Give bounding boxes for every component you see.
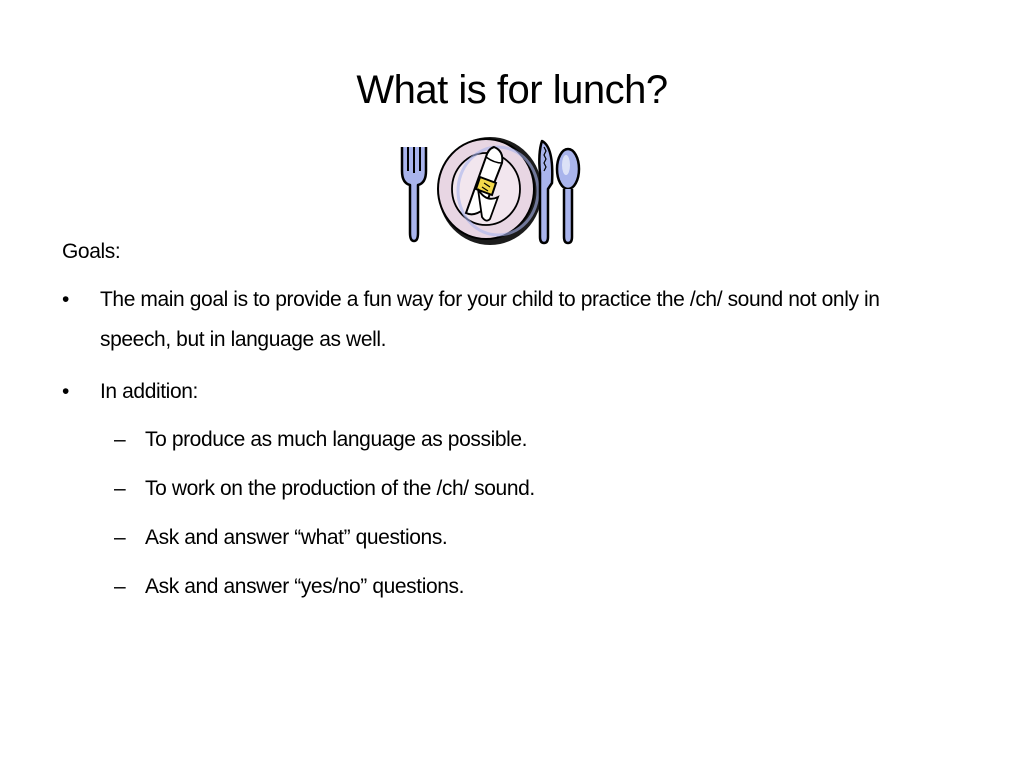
bullet-marker: • <box>62 288 69 311</box>
sub-bullet-marker: – <box>114 477 126 500</box>
sub-bullet-text: Ask and answer “what” questions. <box>145 526 448 549</box>
sub-bullet-text: To work on the production of the /ch/ sound. <box>145 477 535 500</box>
sub-bullet-marker: – <box>114 526 126 549</box>
place-setting-icon <box>394 133 586 251</box>
sub-bullet-marker: – <box>114 428 126 451</box>
sub-bullet-marker: – <box>114 575 126 598</box>
knife-icon <box>539 141 552 243</box>
sub-bullet-text: Ask and answer “yes/no” questions. <box>145 575 465 598</box>
bullet-text: In addition: <box>100 380 198 403</box>
fork-icon <box>402 147 426 241</box>
bullet-text: The main goal is to provide a fun way for your child to practice the /ch/ sound not only in speech, but in language as well. <box>100 288 880 351</box>
goals-label: Goals: <box>62 240 121 263</box>
spoon-icon <box>557 149 579 243</box>
bullet-marker: • <box>62 380 69 403</box>
slide-title: What is for lunch? <box>356 68 668 112</box>
sub-bullet-text: To produce as much language as possible. <box>145 428 528 451</box>
